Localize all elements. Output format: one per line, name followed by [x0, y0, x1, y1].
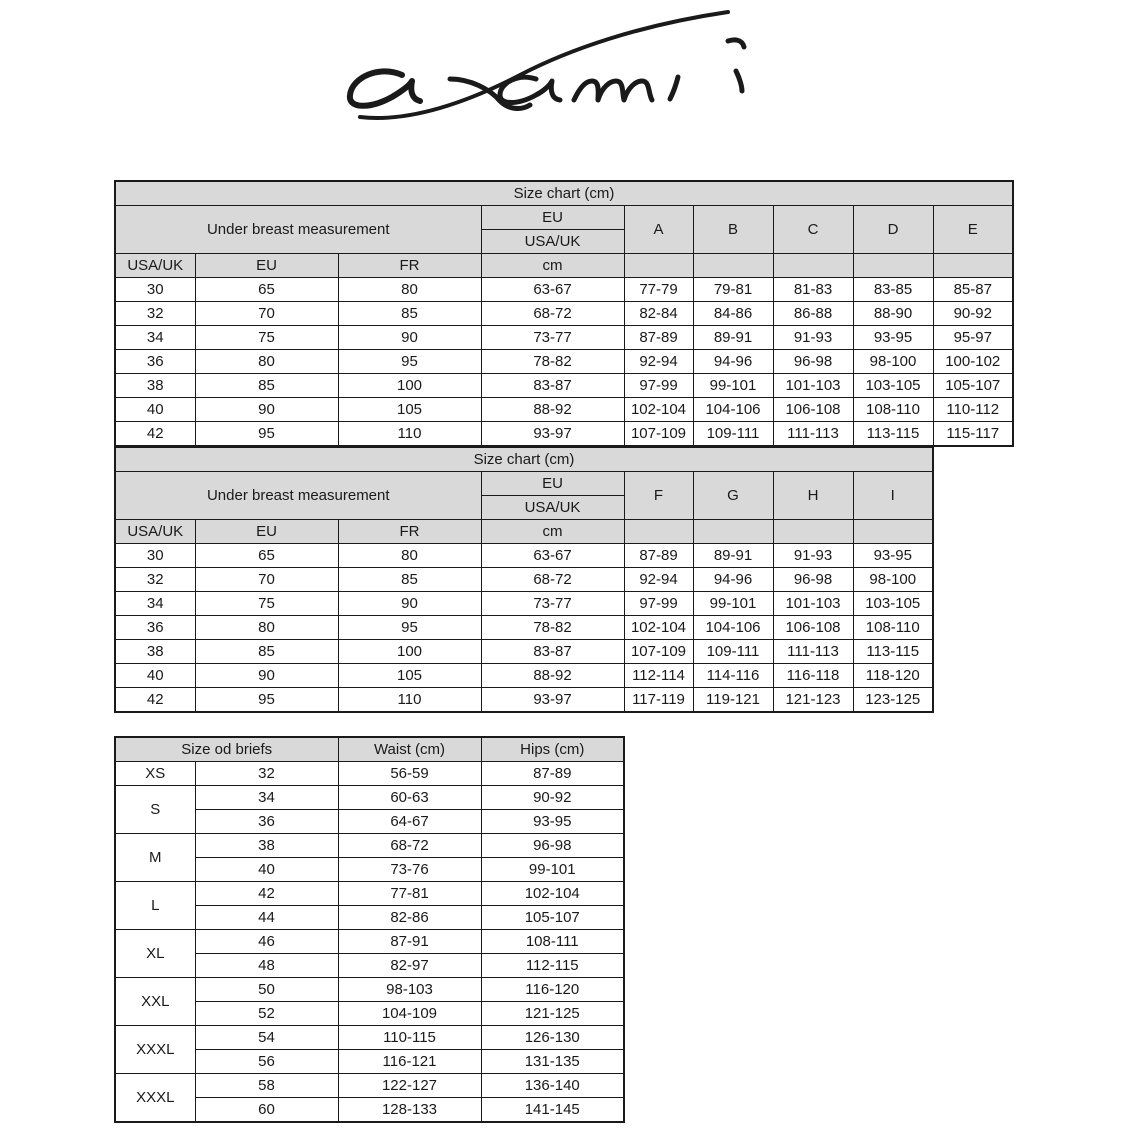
- size-label: L: [115, 882, 195, 930]
- table-cell: 95: [195, 422, 338, 447]
- table-cell: 80: [338, 544, 481, 568]
- table-cell: 73-76: [338, 858, 481, 882]
- table-cell: 90: [195, 398, 338, 422]
- empty-header-cell: [933, 254, 1013, 278]
- size-label: XXXL: [115, 1026, 195, 1074]
- table-cell: 56: [195, 1050, 338, 1074]
- table-cell: 104-106: [693, 616, 773, 640]
- table-cell: 40: [115, 398, 195, 422]
- table-cell: 64-67: [338, 810, 481, 834]
- table-cell: 99-101: [481, 858, 624, 882]
- cup-header: H: [773, 472, 853, 520]
- table-cell: 70: [195, 568, 338, 592]
- table-cell: 104-109: [338, 1002, 481, 1026]
- table-cell: 101-103: [773, 374, 853, 398]
- table-cell: 42: [195, 882, 338, 906]
- table-cell: 102-104: [624, 616, 693, 640]
- table-cell: 108-110: [853, 616, 933, 640]
- table-cell: 44: [195, 906, 338, 930]
- table-cell: 113-115: [853, 640, 933, 664]
- table-row: [115, 278, 1013, 302]
- table-cell: 109-111: [693, 422, 773, 447]
- table-row: [115, 616, 933, 640]
- table-row: [115, 544, 933, 568]
- header-row: [115, 472, 933, 496]
- table-cell: 136-140: [481, 1074, 624, 1098]
- table-cell: 85-87: [933, 278, 1013, 302]
- table-cell: 96-98: [773, 568, 853, 592]
- size-label: S: [115, 786, 195, 834]
- table-cell: 106-108: [773, 398, 853, 422]
- table-cell: 88-92: [481, 664, 624, 688]
- table-row: [115, 882, 624, 906]
- table-cell: 96-98: [481, 834, 624, 858]
- cm-label: cm: [481, 254, 624, 278]
- table-cell: 113-115: [853, 422, 933, 447]
- table-cell: 118-120: [853, 664, 933, 688]
- table-cell: 95: [195, 688, 338, 713]
- table-row: [115, 568, 933, 592]
- waist-header: Waist (cm): [338, 737, 481, 762]
- table-row: [115, 1026, 624, 1050]
- table-cell: 126-130: [481, 1026, 624, 1050]
- table-row: [115, 786, 624, 810]
- empty-header-cell: [773, 520, 853, 544]
- table-cell: 88-90: [853, 302, 933, 326]
- table-cell: 101-103: [773, 592, 853, 616]
- table-cell: 116-121: [338, 1050, 481, 1074]
- table-cell: 95: [338, 350, 481, 374]
- table-cell: 119-121: [693, 688, 773, 713]
- table-cell: 107-109: [624, 640, 693, 664]
- table-row: [115, 834, 624, 858]
- size-label: XXXL: [115, 1074, 195, 1123]
- table-cell: 105: [338, 664, 481, 688]
- table-cell: 95: [338, 616, 481, 640]
- table-cell: 84-86: [693, 302, 773, 326]
- table-cell: 65: [195, 544, 338, 568]
- under-breast-label: Under breast measurement: [115, 472, 481, 520]
- table-cell: 121-125: [481, 1002, 624, 1026]
- table-cell: 50: [195, 978, 338, 1002]
- column-label-row: [115, 520, 933, 544]
- table-cell: 38: [115, 374, 195, 398]
- size-label: XL: [115, 930, 195, 978]
- table-cell: 94-96: [693, 568, 773, 592]
- table-cell: 42: [115, 422, 195, 447]
- table-cell: 105-107: [481, 906, 624, 930]
- column-label: USA/UK: [115, 520, 195, 544]
- usa-uk-label: USA/UK: [481, 230, 624, 254]
- column-label: EU: [195, 520, 338, 544]
- table-cell: 98-100: [853, 568, 933, 592]
- table-row: [115, 688, 933, 713]
- cup-header: E: [933, 206, 1013, 254]
- table-cell: 32: [115, 302, 195, 326]
- table-cell: 111-113: [773, 640, 853, 664]
- table-cell: 82-86: [338, 906, 481, 930]
- table-cell: 75: [195, 326, 338, 350]
- table-cell: 77-79: [624, 278, 693, 302]
- table-cell: 58: [195, 1074, 338, 1098]
- table-cell: 48: [195, 954, 338, 978]
- table-cell: 83-85: [853, 278, 933, 302]
- table-row: [115, 930, 624, 954]
- table-cell: 121-123: [773, 688, 853, 713]
- table-cell: 141-145: [481, 1098, 624, 1123]
- table-cell: 85: [338, 568, 481, 592]
- table-cell: 52: [195, 1002, 338, 1026]
- eu-label: EU: [481, 472, 624, 496]
- table-cell: 40: [115, 664, 195, 688]
- table-cell: 36: [195, 810, 338, 834]
- table-cell: 68-72: [481, 302, 624, 326]
- table-cell: 77-81: [338, 882, 481, 906]
- table-cell: 112-115: [481, 954, 624, 978]
- table-cell: 83-87: [481, 640, 624, 664]
- column-label: USA/UK: [115, 254, 195, 278]
- table-cell: 117-119: [624, 688, 693, 713]
- table-cell: 99-101: [693, 374, 773, 398]
- table-cell: 122-127: [338, 1074, 481, 1098]
- table-cell: 111-113: [773, 422, 853, 447]
- table-cell: 114-116: [693, 664, 773, 688]
- table-cell: 90-92: [933, 302, 1013, 326]
- table-cell: 102-104: [624, 398, 693, 422]
- table-cell: 36: [115, 616, 195, 640]
- table-cell: 92-94: [624, 350, 693, 374]
- table-cell: 90: [338, 326, 481, 350]
- eu-label: EU: [481, 206, 624, 230]
- table-cell: 90-92: [481, 786, 624, 810]
- column-label: FR: [338, 520, 481, 544]
- table-cell: 102-104: [481, 882, 624, 906]
- table-cell: 107-109: [624, 422, 693, 447]
- cup-header: F: [624, 472, 693, 520]
- table-cell: 78-82: [481, 350, 624, 374]
- axami-logo: [340, 5, 750, 130]
- briefs-size-table: [114, 736, 625, 1123]
- table-cell: 80: [338, 278, 481, 302]
- table-cell: 104-106: [693, 398, 773, 422]
- column-label: FR: [338, 254, 481, 278]
- table-row: [115, 1074, 624, 1098]
- table-cell: 87-89: [624, 544, 693, 568]
- title-row: [115, 447, 933, 472]
- table-cell: 68-72: [338, 834, 481, 858]
- table-cell: 32: [115, 568, 195, 592]
- table-cell: 103-105: [853, 374, 933, 398]
- table-cell: 85: [338, 302, 481, 326]
- table-cell: 98-100: [853, 350, 933, 374]
- cm-label: cm: [481, 520, 624, 544]
- under-breast-label: Under breast measurement: [115, 206, 481, 254]
- table-row: [115, 350, 1013, 374]
- table-cell: 109-111: [693, 640, 773, 664]
- hips-header: Hips (cm): [481, 737, 624, 762]
- cup-header: D: [853, 206, 933, 254]
- size-label: M: [115, 834, 195, 882]
- table-cell: 80: [195, 616, 338, 640]
- table-row: [115, 664, 933, 688]
- table-cell: 63-67: [481, 544, 624, 568]
- empty-header-cell: [853, 520, 933, 544]
- table-cell: 60: [195, 1098, 338, 1123]
- table-cell: 103-105: [853, 592, 933, 616]
- table-cell: 93-95: [853, 544, 933, 568]
- table-cell: 87-91: [338, 930, 481, 954]
- table-cell: 32: [195, 762, 338, 786]
- table-cell: 89-91: [693, 544, 773, 568]
- table-cell: 90: [195, 664, 338, 688]
- table-cell: 80: [195, 350, 338, 374]
- column-label: EU: [195, 254, 338, 278]
- table-cell: 79-81: [693, 278, 773, 302]
- table-cell: 56-59: [338, 762, 481, 786]
- table-cell: 63-67: [481, 278, 624, 302]
- table-cell: 68-72: [481, 568, 624, 592]
- title-row: [115, 181, 1013, 206]
- table-cell: 116-120: [481, 978, 624, 1002]
- table-cell: 38: [115, 640, 195, 664]
- empty-header-cell: [624, 520, 693, 544]
- table-row: [115, 326, 1013, 350]
- table-row: [115, 978, 624, 1002]
- table-cell: 30: [115, 544, 195, 568]
- table-row: [115, 762, 624, 786]
- table-cell: 85: [195, 374, 338, 398]
- empty-header-cell: [624, 254, 693, 278]
- table-cell: 96-98: [773, 350, 853, 374]
- table-cell: 108-111: [481, 930, 624, 954]
- table-cell: 105-107: [933, 374, 1013, 398]
- table-cell: 91-93: [773, 544, 853, 568]
- table-cell: 65: [195, 278, 338, 302]
- table-cell: 100: [338, 640, 481, 664]
- table-cell: 123-125: [853, 688, 933, 713]
- table-row: [115, 640, 933, 664]
- table-cell: 99-101: [693, 592, 773, 616]
- table-cell: 93-95: [853, 326, 933, 350]
- table-cell: 100: [338, 374, 481, 398]
- table-cell: 110: [338, 422, 481, 447]
- table-cell: 86-88: [773, 302, 853, 326]
- table-title: Size chart (cm): [115, 447, 933, 472]
- table-cell: 98-103: [338, 978, 481, 1002]
- table-cell: 75: [195, 592, 338, 616]
- table-cell: 97-99: [624, 592, 693, 616]
- table-cell: 73-77: [481, 326, 624, 350]
- empty-header-cell: [773, 254, 853, 278]
- table-cell: 89-91: [693, 326, 773, 350]
- cup-header: C: [773, 206, 853, 254]
- table-cell: 81-83: [773, 278, 853, 302]
- table-cell: 82-84: [624, 302, 693, 326]
- usa-uk-label: USA/UK: [481, 496, 624, 520]
- header-row: [115, 206, 1013, 230]
- table-cell: 110: [338, 688, 481, 713]
- table-cell: 40: [195, 858, 338, 882]
- table-cell: 110-112: [933, 398, 1013, 422]
- table-cell: 30: [115, 278, 195, 302]
- column-label-row: [115, 254, 1013, 278]
- table-cell: 83-87: [481, 374, 624, 398]
- table-row: [115, 398, 1013, 422]
- table-cell: 60-63: [338, 786, 481, 810]
- table-cell: 90: [338, 592, 481, 616]
- table-cell: 85: [195, 640, 338, 664]
- table-cell: 115-117: [933, 422, 1013, 447]
- table-cell: 38: [195, 834, 338, 858]
- table-cell: 91-93: [773, 326, 853, 350]
- table-cell: 105: [338, 398, 481, 422]
- table-cell: 128-133: [338, 1098, 481, 1123]
- table-cell: 34: [115, 326, 195, 350]
- table-cell: 94-96: [693, 350, 773, 374]
- size-chart-table-2: [114, 446, 934, 713]
- table-cell: 73-77: [481, 592, 624, 616]
- cup-header: I: [853, 472, 933, 520]
- table-cell: 106-108: [773, 616, 853, 640]
- empty-header-cell: [693, 254, 773, 278]
- cup-header: G: [693, 472, 773, 520]
- table-cell: 116-118: [773, 664, 853, 688]
- table-cell: 93-97: [481, 688, 624, 713]
- briefs-size-header: Size od briefs: [115, 737, 338, 762]
- cup-header: A: [624, 206, 693, 254]
- table-cell: 112-114: [624, 664, 693, 688]
- table-cell: 34: [195, 786, 338, 810]
- table-row: [115, 592, 933, 616]
- table-title: Size chart (cm): [115, 181, 1013, 206]
- table-cell: 88-92: [481, 398, 624, 422]
- empty-header-cell: [853, 254, 933, 278]
- table-cell: 34: [115, 592, 195, 616]
- table-row: [115, 422, 1013, 447]
- table-cell: 54: [195, 1026, 338, 1050]
- table-cell: 92-94: [624, 568, 693, 592]
- size-label: XS: [115, 762, 195, 786]
- table-cell: 70: [195, 302, 338, 326]
- table-cell: 100-102: [933, 350, 1013, 374]
- table-cell: 36: [115, 350, 195, 374]
- table-cell: 87-89: [624, 326, 693, 350]
- table-cell: 46: [195, 930, 338, 954]
- table-cell: 110-115: [338, 1026, 481, 1050]
- table-cell: 97-99: [624, 374, 693, 398]
- empty-header-cell: [693, 520, 773, 544]
- table-row: [115, 374, 1013, 398]
- table-cell: 95-97: [933, 326, 1013, 350]
- cup-header: B: [693, 206, 773, 254]
- table-row: [115, 302, 1013, 326]
- size-label: XXL: [115, 978, 195, 1026]
- table-cell: 93-97: [481, 422, 624, 447]
- table-cell: 87-89: [481, 762, 624, 786]
- header-row: [115, 737, 624, 762]
- table-cell: 108-110: [853, 398, 933, 422]
- table-cell: 82-97: [338, 954, 481, 978]
- table-cell: 131-135: [481, 1050, 624, 1074]
- table-cell: 78-82: [481, 616, 624, 640]
- table-cell: 93-95: [481, 810, 624, 834]
- table-cell: 42: [115, 688, 195, 713]
- size-chart-table-1: [114, 180, 1014, 447]
